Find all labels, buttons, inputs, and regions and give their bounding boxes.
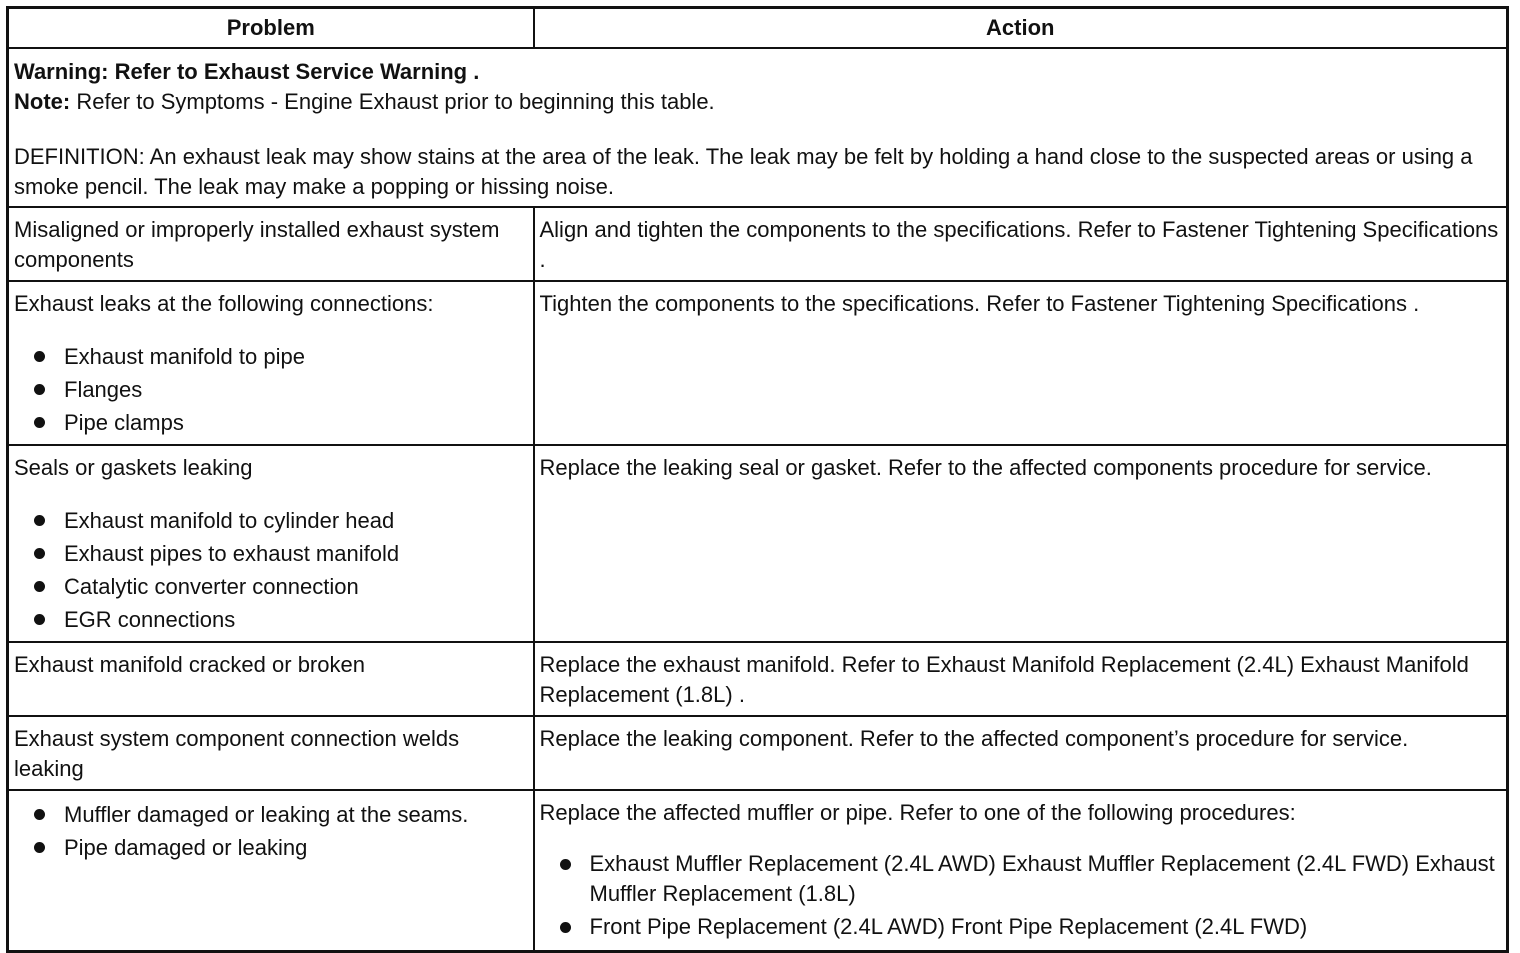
problem-cell <box>8 281 534 445</box>
problem-bullet-list <box>14 798 529 864</box>
table-row <box>8 716 1508 790</box>
problem-text: Exhaust leaks at the following connections: <box>14 291 434 316</box>
problem-text: Seals or gaskets leaking <box>14 455 253 480</box>
table-row <box>8 207 1508 281</box>
problem-cell: Exhaust manifold cracked or broken <box>8 642 534 716</box>
problem-cell <box>8 445 534 642</box>
list-item: Exhaust manifold to pipe <box>14 340 529 373</box>
problem-cell <box>8 790 534 952</box>
action-cell: Align and tighten the components to the specifications. Refer to Fastener Tightening Specifications . <box>534 207 1508 281</box>
warning-text: Warning: Refer to Exhaust Service Warning . <box>14 59 480 84</box>
list-item: Pipe clamps <box>14 406 529 439</box>
list-item: Exhaust pipes to exhaust manifold <box>14 537 529 570</box>
list-item: Front Pipe Replacement (2.4L AWD) Front Pipe Replacement (2.4L FWD) <box>540 912 1503 942</box>
note-text: Refer to Symptoms - Engine Exhaust prior to beginning this table. <box>70 89 715 114</box>
action-cell <box>534 790 1508 952</box>
list-item: Exhaust Muffler Replacement (2.4L AWD) Exhaust Muffler Replacement (2.4L FWD) Exhaust Muffler Replacement (1.8L) <box>540 849 1503 909</box>
table-row <box>8 790 1508 952</box>
action-cell: Tighten the components to the specifications. Refer to Fastener Tightening Specifications . <box>534 281 1508 445</box>
action-text: Replace the affected muffler or pipe. Refer to one of the following procedures: <box>539 800 1296 825</box>
list-item: Flanges <box>14 373 529 406</box>
definition-text: DEFINITION: An exhaust leak may show stains at the area of the leak. The leak may be felt by holding a hand close to the suspected areas or using a smoke pencil. The leak may make a popping or hissing noise. <box>14 144 1473 199</box>
list-item: Exhaust manifold to cylinder head <box>14 504 529 537</box>
diagnostic-table <box>6 6 1509 953</box>
problem-cell: Misaligned or improperly installed exhaust system components <box>8 207 534 281</box>
problem-bullet-list <box>14 340 529 439</box>
action-cell: Replace the leaking component. Refer to the affected component’s procedure for service. <box>534 716 1508 790</box>
list-item: EGR connections <box>14 603 529 636</box>
header-problem: Problem <box>8 8 534 49</box>
list-item: Catalytic converter connection <box>14 570 529 603</box>
intro-cell <box>8 48 1508 207</box>
list-item: Muffler damaged or leaking at the seams. <box>14 798 529 831</box>
action-bullet-list <box>540 849 1503 942</box>
action-cell: Replace the leaking seal or gasket. Refer to the affected components procedure for service. <box>534 445 1508 642</box>
problem-cell: Exhaust system component connection welds leaking <box>8 716 534 790</box>
header-row <box>8 8 1508 49</box>
action-cell: Replace the exhaust manifold. Refer to Exhaust Manifold Replacement (2.4L) Exhaust Manifold Replacement (1.8L) . <box>534 642 1508 716</box>
table-row <box>8 445 1508 642</box>
header-action: Action <box>534 8 1508 49</box>
problem-bullet-list <box>14 504 529 636</box>
note-label: Note: <box>14 89 71 114</box>
intro-row <box>8 48 1508 207</box>
table-row <box>8 642 1508 716</box>
table-row <box>8 281 1508 445</box>
list-item: Pipe damaged or leaking <box>14 831 529 864</box>
note-line <box>14 87 1502 117</box>
